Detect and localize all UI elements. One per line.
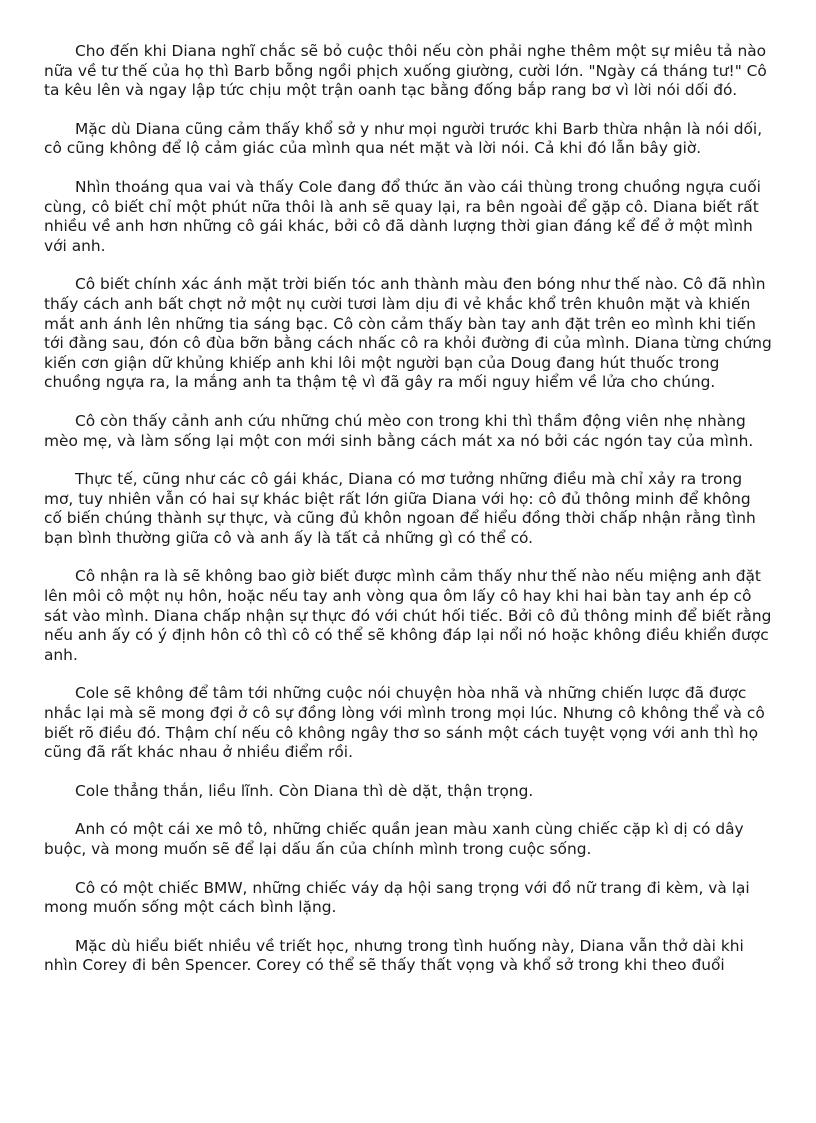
paragraph-5: Cô còn thấy cảnh anh cứu những chú mèo con trong khi thì thầm động viên nhẹ nhàng mèo mẹ, và làm sống lại một con mới sinh bằng cách mát xa nó bởi các ngón tay của mình. (44, 411, 754, 450)
paragraph-3: Nhìn thoáng qua vai và thấy Cole đang đổ thức ăn vào cái thùng trong chuồng ngựa cuối cùng, cô biết chỉ một phút nữa thôi là anh sẽ quay lại, ra bên ngoài để gặp cô. Diana biết rất nhiều về anh hơn những cô gái khác, bởi cô đã dành lượng thời gian đáng kể để ở một mình với anh. (44, 177, 761, 255)
paragraph-8: Cole sẽ không để tâm tới những cuộc nói chuyện hòa nhã và những chiến lược đã được nhắc lại mà sẽ mong đợi ở cô sự đồng lòng với mình trong mọi lúc. Nhưng cô không thể và cô biết rõ điều đó. Thậm chí nếu cô không ngây thơ so sánh một cách tuyệt vọng với anh thì họ cũng đã rất khác nhau ở nhiều điểm rồi. (44, 684, 765, 762)
paragraph-6: Thực tế, cũng như các cô gái khác, Diana có mơ tưởng những điều mà chỉ xảy ra trong mơ, tuy nhiên vẫn có hai sự khác biệt rất lớn giữa Diana với họ: cô đủ thông minh để không cố biến chúng thành sự thực, và cũng đủ khôn ngoan để hiểu đồng thời chấp nhận rằng tình bạn bình thường giữa cô và anh ấy là tất cả những gì có thể có. (44, 470, 756, 547)
paragraph-10: Anh có một cái xe mô tô, những chiếc quần jean màu xanh cùng chiếc cặp kì dị có dây buộc, và mong muốn sẽ để lại dấu ấn của chính mình trong cuộc sống. (44, 820, 744, 858)
paragraph-4: Cô biết chính xác ánh mặt trời biến tóc anh thành màu đen bóng như thế nào. Cô đã nhìn thấy cách anh bất chợt nở một nụ cười tươi làm dịu đi vẻ khắc khổ trên khuôn mặt và khiến mắt anh ánh lên những tia sáng bạc. Cô còn cảm thấy bàn tay anh đặt trên eo mình khi tiến tới đằng sau, đón cô đùa bỡn bằng cách nhấc cô ra khỏi đường đi của mình. Diana từng chứng kiến cơn giận dữ khủng khiếp anh khi lôi một người bạn của Doug đang hút thuốc trong chuồng ngựa ra, la mắng anh ta thậm tệ vì đã gây ra mối nguy hiểm về lửa cho chúng. (44, 275, 772, 392)
paragraph-11: Cô có một chiếc BMW, những chiếc váy dạ hội sang trọng với đồ nữ trang đi kèm, và lại mong muốn sống một cách bình lặng. (44, 878, 750, 917)
paragraph-7: Cô nhận ra là sẽ không bao giờ biết được mình cảm thấy như thế nào nếu miệng anh đặt lên môi cô một nụ hôn, hoặc nếu tay anh vòng qua ôm lấy cô hay khi hai bàn tay anh ép cô sát vào mình. Diana chấp nhận sự thực đó với chút hối tiếc. Bởi cô đủ thông minh để biết rằng nếu anh ấy có ý định hôn cô thì cô có thể sẽ không đáp lại nổi nó hoặc không điều khiển được anh. (44, 567, 772, 664)
paragraph-2: Mặc dù Diana cũng cảm thấy khổ sở y như mọi người trước khi Barb thừa nhận là nói dối, cô cũng không để lộ cảm giác của mình qua nét mặt và lời nói. Cả khi đó lẫn bây giờ. (44, 119, 763, 158)
paragraph-1: Cho đến khi Diana nghĩ chắc sẽ bỏ cuộc thôi nếu còn phải nghe thêm một sự miêu tả nào nữa về tư thế của họ thì Barb bỗng ngồi phịch xuống giường, cười lớn. "Ngày cá tháng tư!" Cô ta kêu lên và ngay lập tức chịu một trận oanh tạc bằng đống bắp rang bơ vì lời nói dối đó. (44, 42, 767, 100)
paragraph-9: Cole thẳng thắn, liều lĩnh. Còn Diana thì dè dặt, thận trọng. (75, 781, 534, 800)
paragraph-12: Mặc dù hiểu biết nhiều về triết học, nhưng trong tình huống này, Diana vẫn thở dài khi nhìn Corey đi bên Spencer. Corey có thể sẽ thấy thất vọng và khổ sở trong khi theo đuổi (44, 936, 744, 975)
